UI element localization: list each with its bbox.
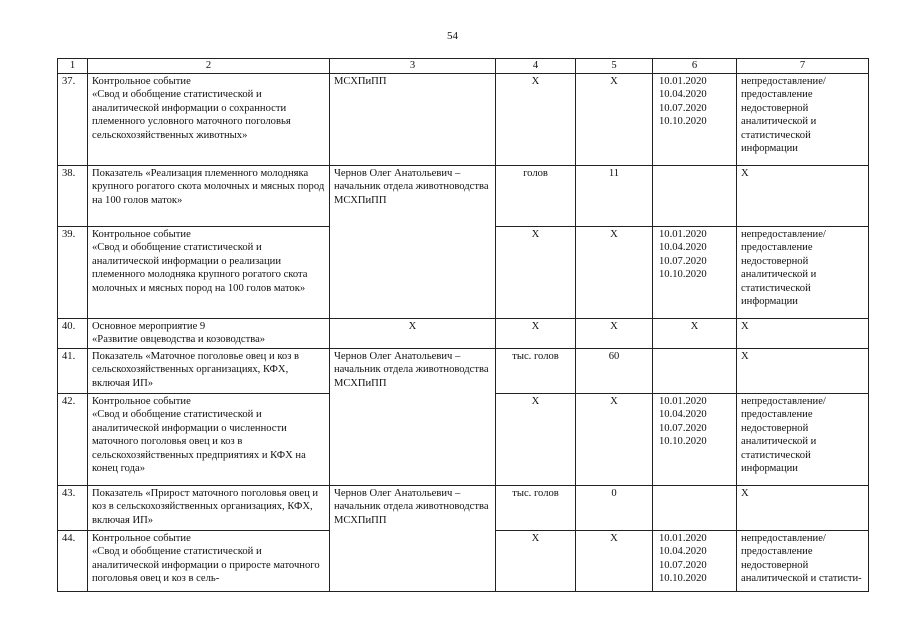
header-row (58, 59, 869, 74)
value-cell: X (576, 73, 653, 165)
table-row (58, 165, 869, 226)
unit-cell: тыс. голов (496, 348, 576, 393)
row-number: 38. (58, 165, 88, 226)
row-number: 37. (58, 73, 88, 165)
column-header: 6 (653, 59, 737, 74)
risk-cell: X (737, 165, 869, 226)
row-number: 40. (58, 318, 88, 348)
row-description: Показатель «Реализация племенного молодняка крупного рогатого скота молочных и мясных пород на 100 голов маток» (88, 165, 330, 226)
column-header: 1 (58, 59, 88, 74)
risk-cell: X (737, 318, 869, 348)
row-number: 43. (58, 485, 88, 530)
page-number: 54 (447, 30, 458, 42)
row-description: Показатель «Маточное поголовье овец и коз в сельскохозяйственных организациях, КФХ, включая ИП» (88, 348, 330, 393)
risk-cell: непредоставление/ предоставление недостоверной аналитической и статистической информации (737, 73, 869, 165)
responsible-cell: МСХПиПП (330, 73, 496, 165)
dates-cell (653, 348, 737, 393)
plan-table (57, 58, 869, 592)
row-description: Контрольное событие «Свод и обобщение статистической и аналитической информации о численности маточного поголовья овец и коз в сельскохозяйственных предприятиях и КФХ на конец года» (88, 393, 330, 485)
table-row (58, 318, 869, 348)
unit-cell: голов (496, 165, 576, 226)
risk-cell: непредоставление/ предоставление недостоверной аналитической и статистической информации (737, 393, 869, 485)
value-cell: X (576, 530, 653, 591)
responsible-cell: Чернов Олег Анатольевич – начальник отдела животноводства МСХПиПП (330, 348, 496, 485)
dates-cell: 10.01.2020 10.04.2020 10.07.2020 10.10.2020 (653, 226, 737, 318)
risk-cell: X (737, 348, 869, 393)
responsible-cell: Чернов Олег Анатольевич – начальник отдела животноводства МСХПиПП (330, 165, 496, 318)
value-cell: X (576, 318, 653, 348)
table-row (58, 348, 869, 393)
unit-cell: X (496, 318, 576, 348)
column-header: 5 (576, 59, 653, 74)
column-header: 7 (737, 59, 869, 74)
responsible-cell: X (330, 318, 496, 348)
table-row (58, 485, 869, 530)
column-header: 3 (330, 59, 496, 74)
row-description: Контрольное событие «Свод и обобщение статистической и аналитической информации о приросте маточного поголовья овец и коз в сель- (88, 530, 330, 591)
unit-cell: X (496, 530, 576, 591)
dates-cell: 10.01.2020 10.04.2020 10.07.2020 10.10.2020 (653, 530, 737, 591)
value-cell: 0 (576, 485, 653, 530)
risk-cell: непредоставление/ предоставление недостоверной аналитической и статисти- (737, 530, 869, 591)
value-cell: X (576, 393, 653, 485)
row-description: Контрольное событие «Свод и обобщение статистической и аналитической информации о сохранности племенного условного маточного поголовья сельскохозяйственных животных» (88, 73, 330, 165)
value-cell: 11 (576, 165, 653, 226)
risk-cell: непредоставление/ предоставление недостоверной аналитической и статистической информации (737, 226, 869, 318)
dates-cell: X (653, 318, 737, 348)
value-cell: X (576, 226, 653, 318)
unit-cell: тыс. голов (496, 485, 576, 530)
row-number: 44. (58, 530, 88, 591)
unit-cell: X (496, 393, 576, 485)
row-description: Контрольное событие «Свод и обобщение статистической и аналитической информации о реализации племенного молодняка крупного рогатого скота молочных и мясных пород на 100 голов маток» (88, 226, 330, 318)
row-description: Показатель «Прирост маточного поголовья овец и коз в сельскохозяйственных организациях, КФХ, включая ИП» (88, 485, 330, 530)
dates-cell: 10.01.2020 10.04.2020 10.07.2020 10.10.2020 (653, 73, 737, 165)
column-header: 2 (88, 59, 330, 74)
dates-cell: 10.01.2020 10.04.2020 10.07.2020 10.10.2020 (653, 393, 737, 485)
value-cell: 60 (576, 348, 653, 393)
row-number: 41. (58, 348, 88, 393)
dates-cell (653, 165, 737, 226)
column-header: 4 (496, 59, 576, 74)
responsible-cell: Чернов Олег Анатольевич – начальник отдела животноводства МСХПиПП (330, 485, 496, 591)
dates-cell (653, 485, 737, 530)
risk-cell: X (737, 485, 869, 530)
unit-cell: X (496, 226, 576, 318)
unit-cell: X (496, 73, 576, 165)
row-description: Основное мероприятие 9 «Развитие овцеводства и козоводства» (88, 318, 330, 348)
row-number: 39. (58, 226, 88, 318)
row-number: 42. (58, 393, 88, 485)
table-row (58, 73, 869, 165)
